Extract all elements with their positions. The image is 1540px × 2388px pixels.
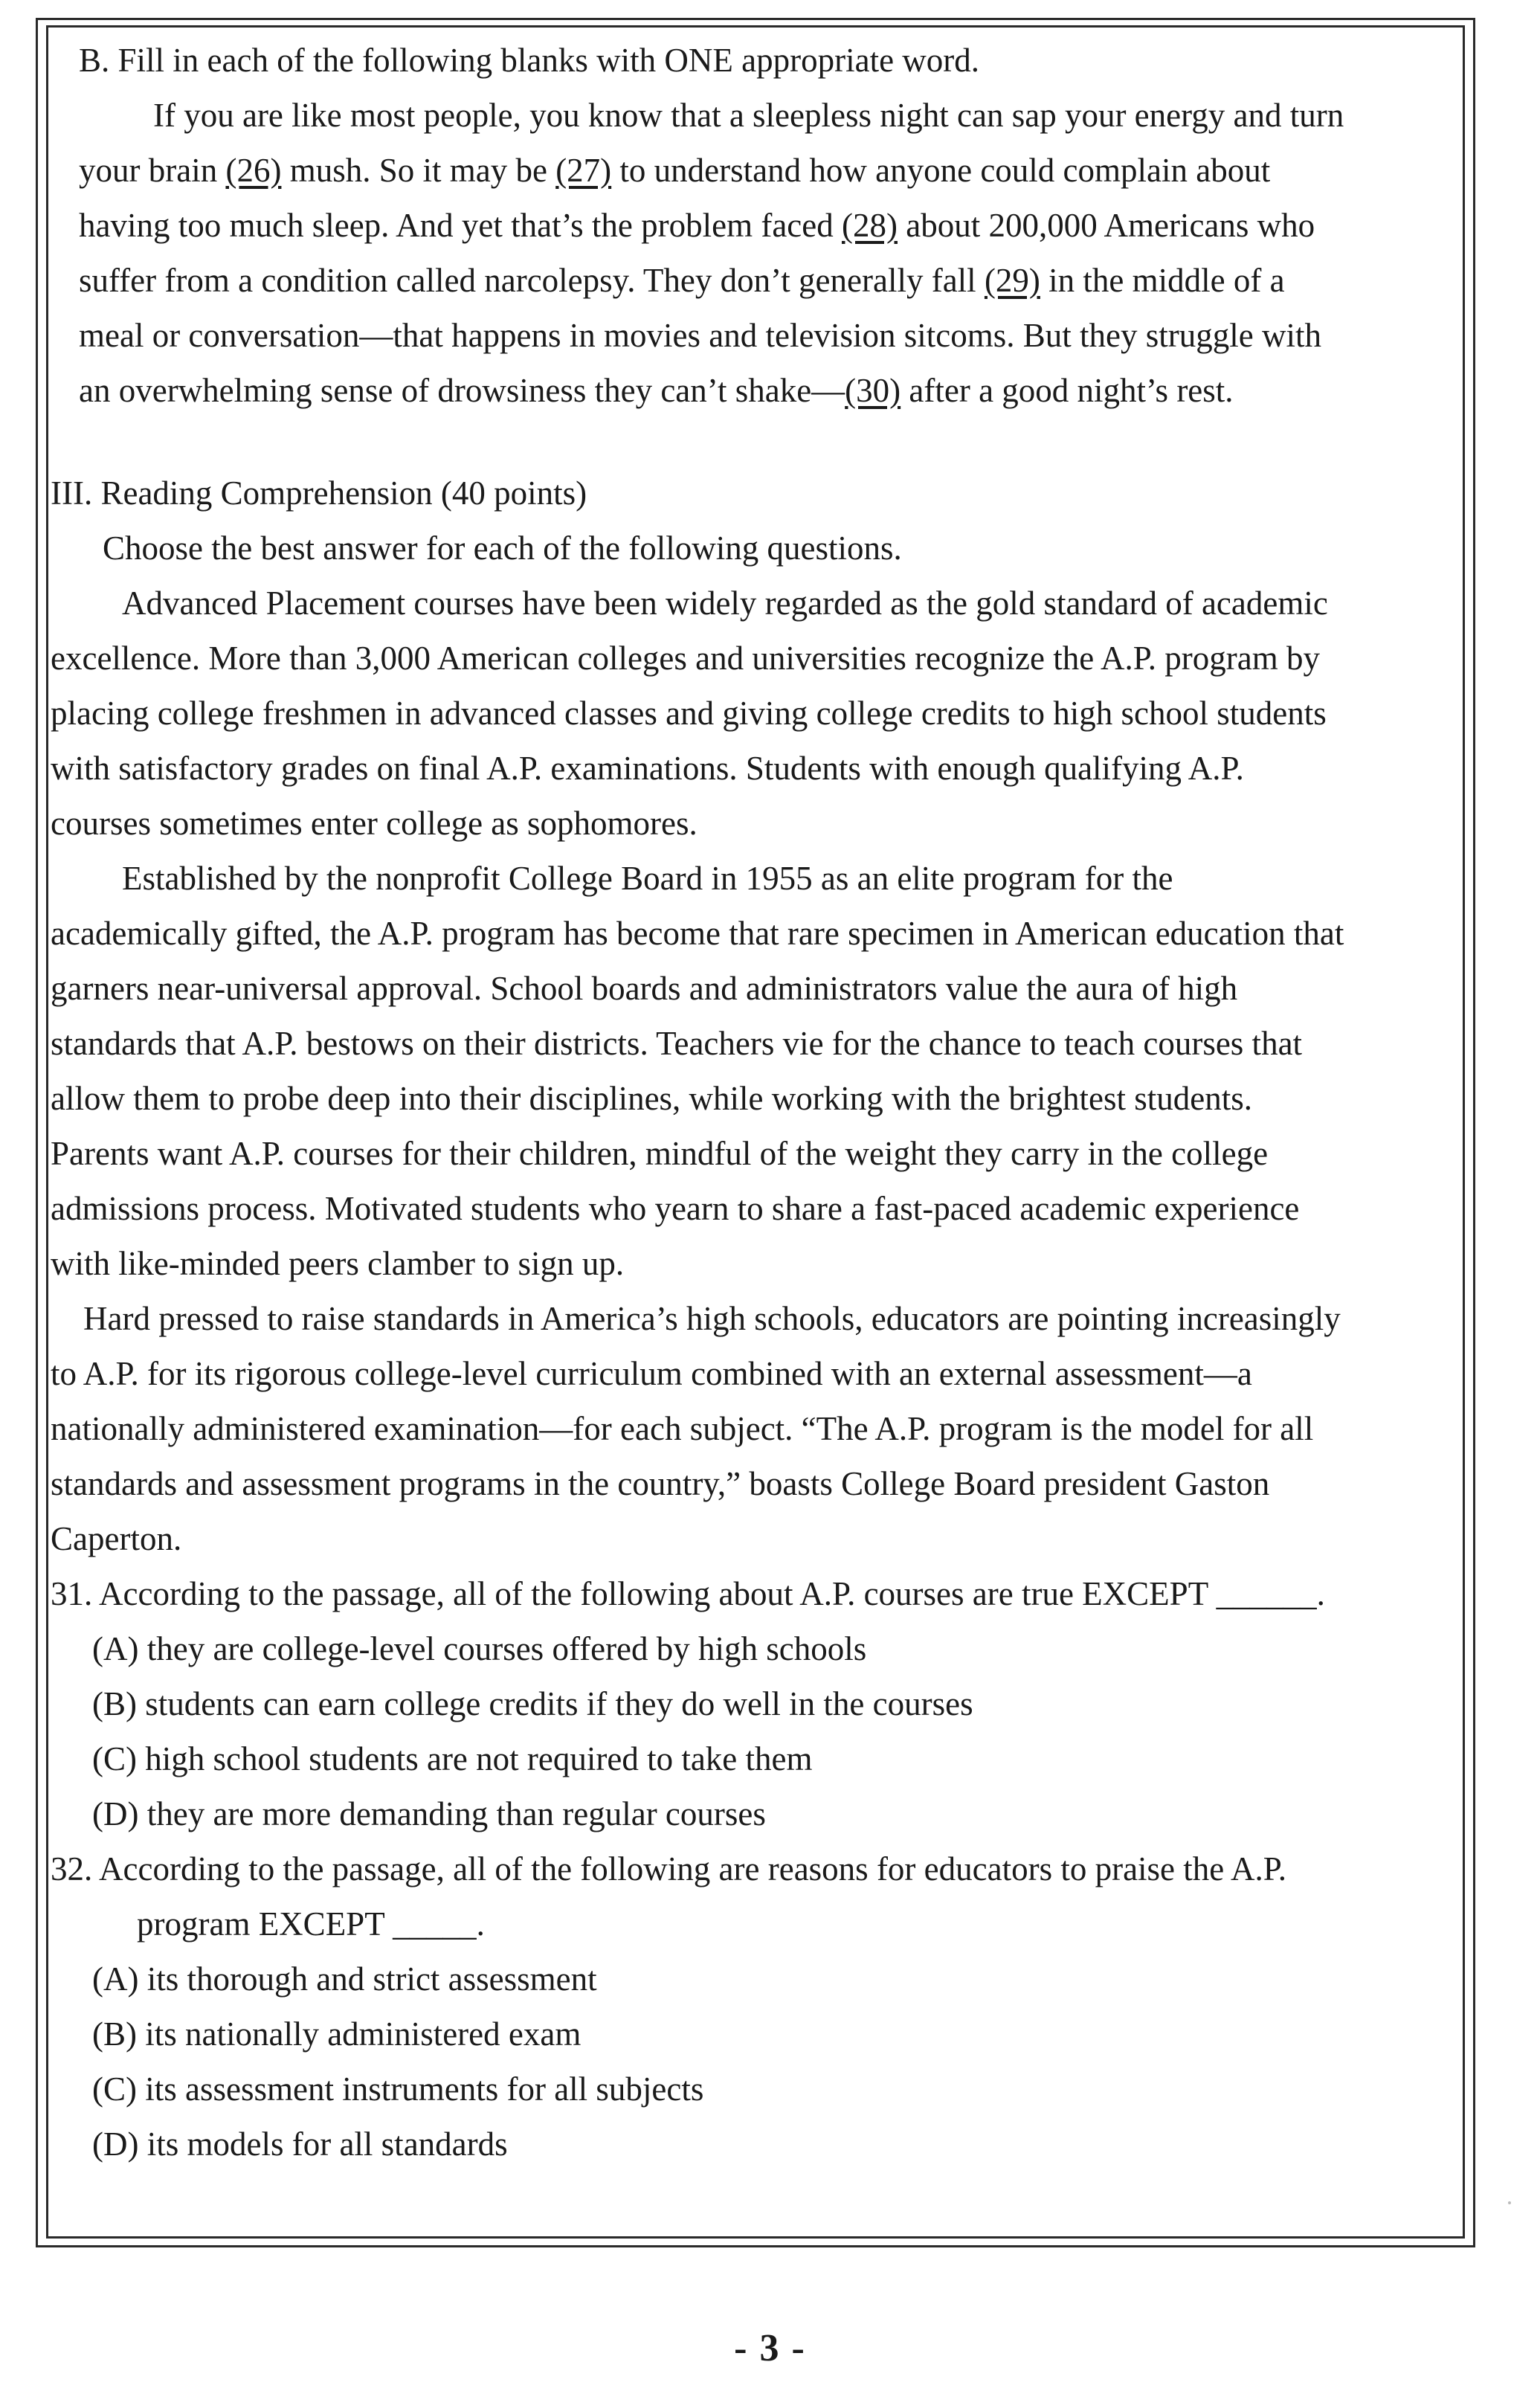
text-run: to understand how anyone could complain about [611, 152, 1271, 189]
paragraph-3-line: to A.P. for its rigorous college-level curriculum combined with an external assessment—a [51, 1355, 1252, 1392]
paragraph-1-line: placing college freshmen in advanced classes and giving college credits to high school students [51, 695, 1327, 732]
paragraph-2-line: Parents want A.P. courses for their children, mindful of the weight they carry in the college [51, 1135, 1269, 1172]
question-32-stem: 32. According to the passage, all of the following are reasons for educators to praise the A.P. [51, 1850, 1287, 1887]
question-31-option-b: (B) students can earn college credits if they do well in the courses [92, 1685, 973, 1722]
question-32-option-b: (B) its nationally administered exam [92, 2015, 581, 2053]
question-32-option-c: (C) its assessment instruments for all subjects [92, 2070, 704, 2108]
paragraph-2-line: Established by the nonprofit College Board in 1955 as an elite program for the [122, 860, 1173, 897]
paragraph-2-line: admissions process. Motivated students who yearn to share a fast-paced academic experience [51, 1190, 1300, 1227]
blank-26: (26) [225, 152, 282, 189]
paragraph-2-line: academically gifted, the A.P. program has become that rare specimen in American education that [51, 915, 1344, 952]
paragraph-1-line: Advanced Placement courses have been widely regarded as the gold standard of academic [122, 585, 1328, 622]
passage-b-line [51, 253, 1462, 308]
blank-27: (27) [555, 152, 612, 189]
text-run: about 200,000 Americans who [897, 207, 1315, 244]
text-run: having too much sleep. And yet that’s the problem faced [79, 207, 842, 244]
paragraph-2-line: allow them to probe deep into their disciplines, while working with the brightest students. [51, 1080, 1252, 1117]
text-run: your brain [79, 152, 226, 189]
text-run: suffer from a condition called narcolepsy. They don’t generally fall [79, 262, 985, 299]
text-run: after a good night’s rest. [901, 372, 1234, 409]
scan-speck [1508, 2201, 1511, 2204]
question-31-option-a: (A) they are college-level courses offered by high schools [92, 1630, 867, 1667]
paragraph-2-line: garners near-universal approval. School boards and administrators value the aura of high [51, 970, 1238, 1007]
text-run: in the middle of a [1040, 262, 1285, 299]
passage-b-line [51, 363, 1462, 418]
paragraph-1-line: courses sometimes enter college as sophomores. [51, 805, 697, 842]
question-31-option-c: (C) high school students are not required to take them [92, 1740, 813, 1777]
passage-b-line [51, 308, 1462, 363]
paragraph-3-line: Caperton. [51, 1520, 182, 1557]
blank-30: (30) [845, 372, 901, 409]
paragraph-1-line: with satisfactory grades on final A.P. examinations. Students with enough qualifying A.P. [51, 750, 1244, 787]
passage-b-line [51, 88, 1462, 143]
paragraph-3-line: standards and assessment programs in the country,” boasts College Board president Gaston [51, 1465, 1270, 1502]
blank-28: (28) [842, 207, 898, 244]
paragraph-3-line: Hard pressed to raise standards in America’s high schools, educators are pointing increasingly [83, 1300, 1341, 1337]
question-31-option-d: (D) they are more demanding than regular courses [92, 1795, 766, 1832]
paragraph-2-line: with like-minded peers clamber to sign up. [51, 1245, 625, 1282]
text-run: an overwhelming sense of drowsiness they can’t shake— [79, 372, 845, 409]
blank-29: (29) [984, 262, 1040, 299]
question-32-option-d: (D) its models for all standards [92, 2125, 508, 2163]
section-gap [51, 418, 1462, 466]
page-number: - 3 - [734, 2327, 806, 2369]
paragraph-2-line: standards that A.P. bestows on their districts. Teachers vie for the chance to teach courses that [51, 1025, 1303, 1062]
page-content [51, 33, 1462, 2172]
section-iii-heading: III. Reading Comprehension (40 points) [51, 474, 587, 512]
paragraph-3-line: nationally administered examination—for each subject. “The A.P. program is the model for all [51, 1410, 1314, 1447]
paragraph-1-line: excellence. More than 3,000 American colleges and universities recognize the A.P. program by [51, 640, 1320, 677]
text-run: mush. So it may be [281, 152, 556, 189]
text-run: If you are like most people, you know that a sleepless night can sap your energy and turn [153, 97, 1344, 134]
passage-b-line [51, 198, 1462, 253]
question-31-stem: 31. According to the passage, all of the following about A.P. courses are true EXCEPT ______. [51, 1575, 1325, 1612]
section-iii-instruction: Choose the best answer for each of the following questions. [103, 530, 902, 567]
question-32-option-a: (A) its thorough and strict assessment [92, 1960, 597, 1998]
text-run: meal or conversation—that happens in movies and television sitcoms. But they struggle with [79, 317, 1321, 354]
question-32-stem-continued: program EXCEPT _____. [137, 1905, 485, 1943]
section-b-heading: B. Fill in each of the following blanks with ONE appropriate word. [79, 42, 980, 79]
passage-b-line [51, 143, 1462, 198]
